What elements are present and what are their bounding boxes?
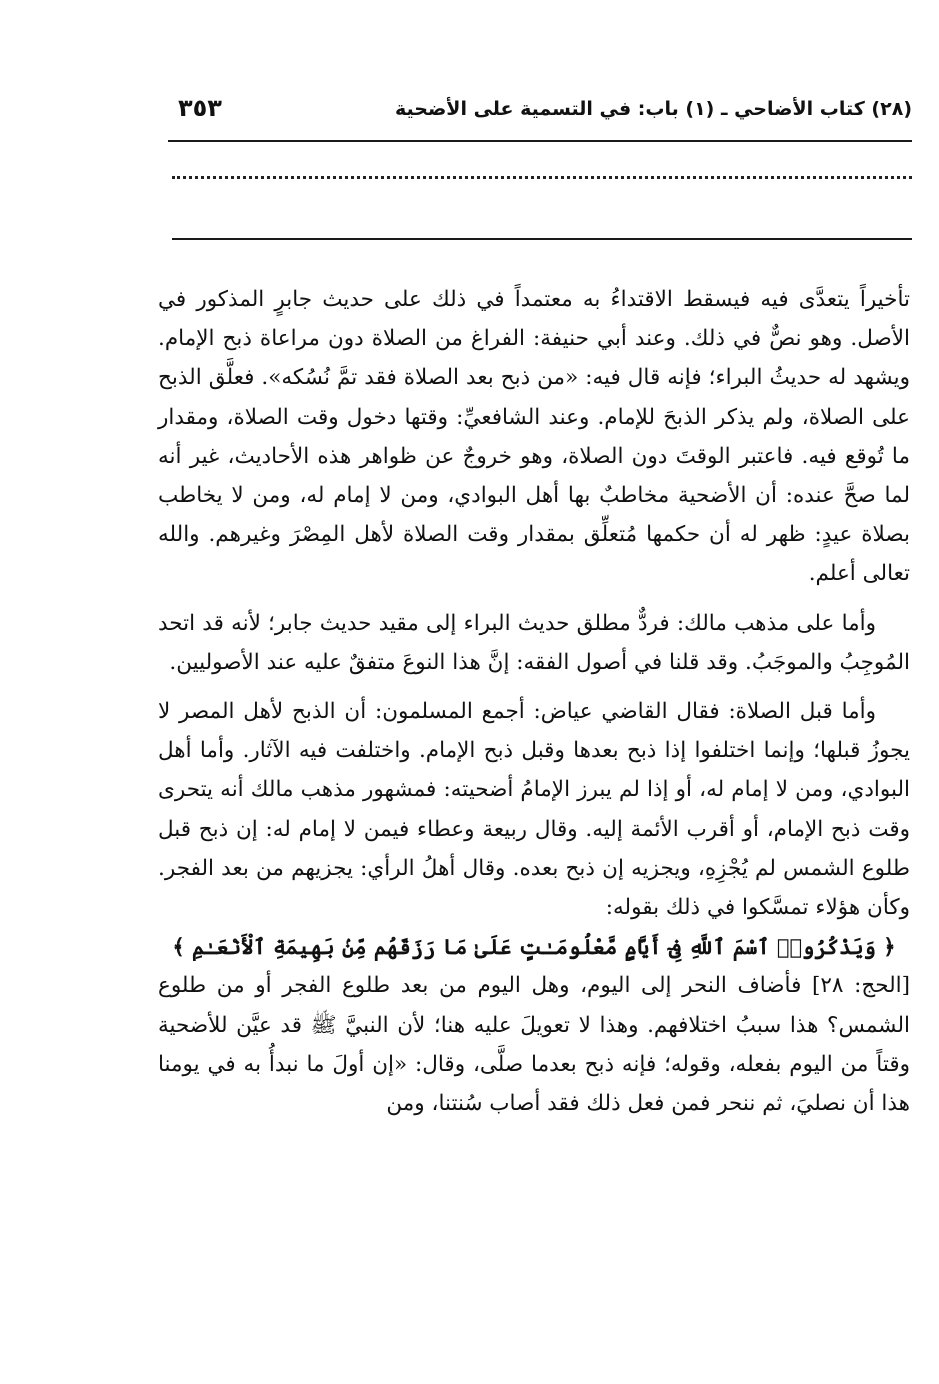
paragraph: تأخيراً يتعدَّى فيه فيسقط الاقتداءُ به معتمداً في ذلك على حديث جابرٍ المذكور في الأصل. وهو نصٌّ في ذلك. وعند أبي حنيفة: الفراغ من الصلاة دون مراعاة ذبح الإمام. ويشهد له حديثُ البراء؛ فإنه قال فيه: «من ذبح بعد الصلاة فقد تمَّ نُسُكه». فعلَّق الذبح على الصلاة، ولم يذكر الذبحَ للإمام. وعند الشافعيِّ: وقتها دخول وقت الصلاة، ومقدار ما تُوقع فيه. فاعتبر الوقتَ دون الصلاة، وهو خروجٌ عن ظواهر هذه الأحاديث، غير أنه لما صحَّ عنده: أن الأضحية مخاطبٌ بها أهل البوادي، ومن لا إمام له، ومن لا يخاطب بصلاة عيدٍ: ظهر له أن حكمها مُتعلِّق بمقدار وقت الصلاة لأهل المِصْرَ وغيرهم. والله تعالى أعلم. (158, 287, 910, 587)
page-header (170, 92, 912, 132)
quran-verse: ﴿ وَيَذْكُرُوا۟ ٱسْمَ ٱللَّهِ فِىٓ أَيَّامٍ مَّعْلُومَـٰتٍ عَلَىٰ مَا رَزَقَهُم مِّنۢ بَهِيمَةِ ٱلْأَنْعَـٰمِ ﴾ (172, 934, 896, 960)
page-number: ٣٥٣ (178, 94, 222, 122)
paragraph: وأما قبل الصلاة: فقال القاضي عياض: أجمع المسلمون: أن الذبح لأهل المصر لا يجوزُ قبلها؛ وإنما اختلفوا إذا ذبح بعدها وقبل ذبح الإمام. واختلفت فيه الآثار. وأما أهل البوادي، ومن لا إمام له، أو إذا لم يبرز الإمامُ أضحيته: فمشهور مذهب مالك أنه يتحرى وقت ذبح الإمام، أو أقرب الأئمة إليه. وقال ربيعة وعطاء فيمن لا إمام له: إن ذبح قبل طلوع الشمس لم يُجْزِهِ، ويجزيه إن ذبح بعده. وقال أهلُ الرأي: يجزيهم من بعد الفجر. وكأن هؤلاء تمسَّكوا في ذلك بقوله: (158, 699, 910, 921)
header-rule (168, 140, 912, 142)
section-rule (172, 238, 912, 240)
main-text (158, 280, 910, 1133)
paragraph: وأما على مذهب مالك: فردٌّ مطلق حديث البراء إلى مقيد حديث جابر؛ لأنه قد اتحد المُوجِبُ والموجَبُ. وقد قلنا في أصول الفقه: إنَّ هذا النوعَ متفقٌ عليه عند الأصوليين. (158, 610, 910, 675)
paragraph: [الحج: ٢٨] فأضاف النحر إلى اليوم، وهل اليوم من بعد طلوع الفجر أو من طلوع الشمس؟ هذا سببُ اختلافهم. وهذا لا تعويلَ عليه هنا؛ لأن النبيَّ ﷺ قد عيَّن للأضحية وقتاً من اليوم بفعله، وقوله؛ فإنه ذبح بعدما صلَّى، وقال: «إن أولَ ما نبدأُ به في يومنا هذا أن نصليَ، ثم ننحر فمن فعل ذلك فقد أصاب سُنتنا، ومن (158, 973, 910, 1117)
omission-dots (172, 176, 912, 191)
running-title: (٢٨) كتاب الأضاحي ـ (١) باب: في التسمية على الأضحية (394, 98, 912, 120)
